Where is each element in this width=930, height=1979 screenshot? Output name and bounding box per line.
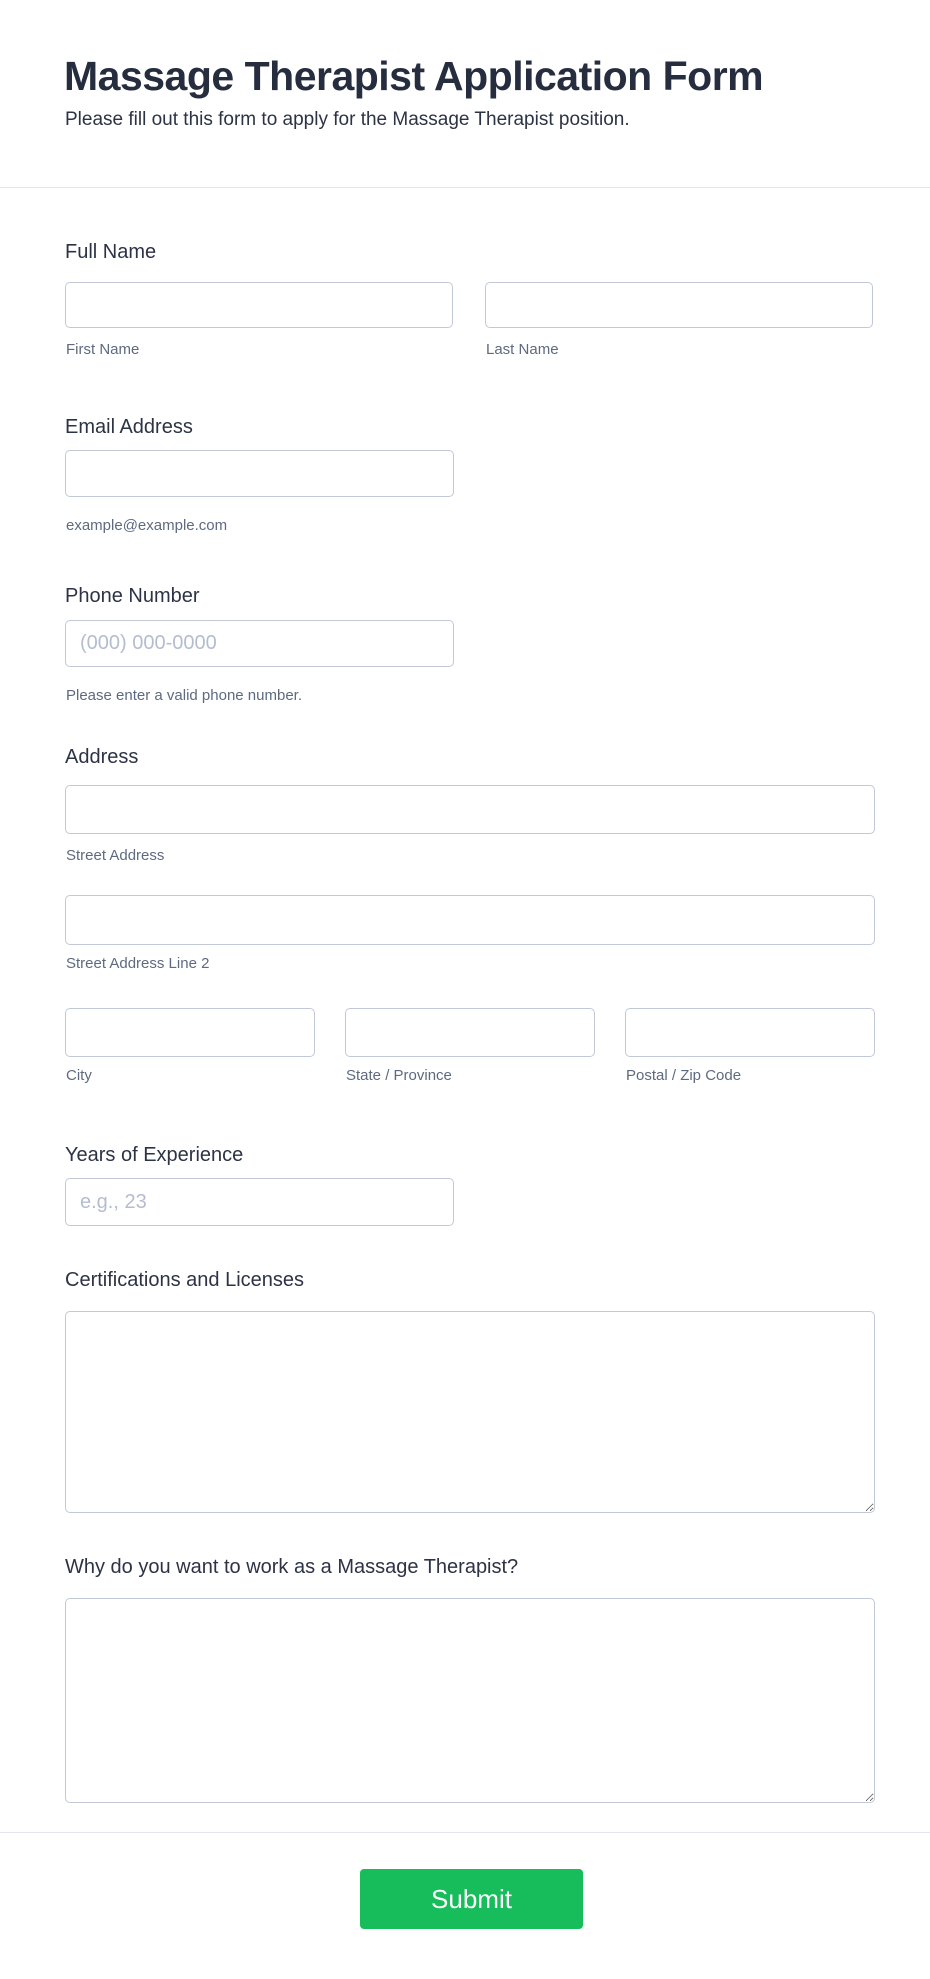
phone-helper: Please enter a valid phone number. xyxy=(66,687,302,704)
experience-label: Years of Experience xyxy=(65,1144,244,1166)
street-address-sublabel: Street Address xyxy=(66,847,165,864)
header-divider xyxy=(0,187,930,188)
city-sublabel: City xyxy=(66,1067,92,1084)
first-name-sublabel: First Name xyxy=(66,341,140,358)
certifications-label: Certifications and Licenses xyxy=(65,1269,305,1291)
first-name-input[interactable] xyxy=(65,282,453,328)
city-input[interactable] xyxy=(65,1008,315,1057)
motivation-label: Why do you want to work as a Massage Therapist? xyxy=(65,1556,519,1578)
full-name-label: Full Name xyxy=(65,241,157,263)
last-name-input[interactable] xyxy=(485,282,873,328)
state-input[interactable] xyxy=(345,1008,595,1057)
phone-label: Phone Number xyxy=(65,585,200,607)
phone-input[interactable] xyxy=(65,620,454,667)
street-address2-input[interactable] xyxy=(65,895,875,945)
state-sublabel: State / Province xyxy=(346,1067,452,1084)
experience-input[interactable] xyxy=(65,1178,454,1226)
last-name-sublabel: Last Name xyxy=(486,341,559,358)
postal-sublabel: Postal / Zip Code xyxy=(626,1067,742,1084)
address-label: Address xyxy=(65,746,139,768)
certifications-textarea[interactable] xyxy=(65,1311,875,1513)
page-title: Massage Therapist Application Form xyxy=(64,53,764,99)
street-address2-sublabel: Street Address Line 2 xyxy=(66,955,210,972)
postal-input[interactable] xyxy=(625,1008,875,1057)
email-label: Email Address xyxy=(65,416,193,438)
submit-button[interactable]: Submit xyxy=(360,1869,583,1929)
page-subtitle: Please fill out this form to apply for the Massage Therapist position. xyxy=(65,109,630,130)
email-input[interactable] xyxy=(65,450,454,497)
street-address-input[interactable] xyxy=(65,785,875,834)
motivation-textarea[interactable] xyxy=(65,1598,875,1803)
email-helper: example@example.com xyxy=(66,517,228,534)
footer-divider xyxy=(0,1832,930,1833)
